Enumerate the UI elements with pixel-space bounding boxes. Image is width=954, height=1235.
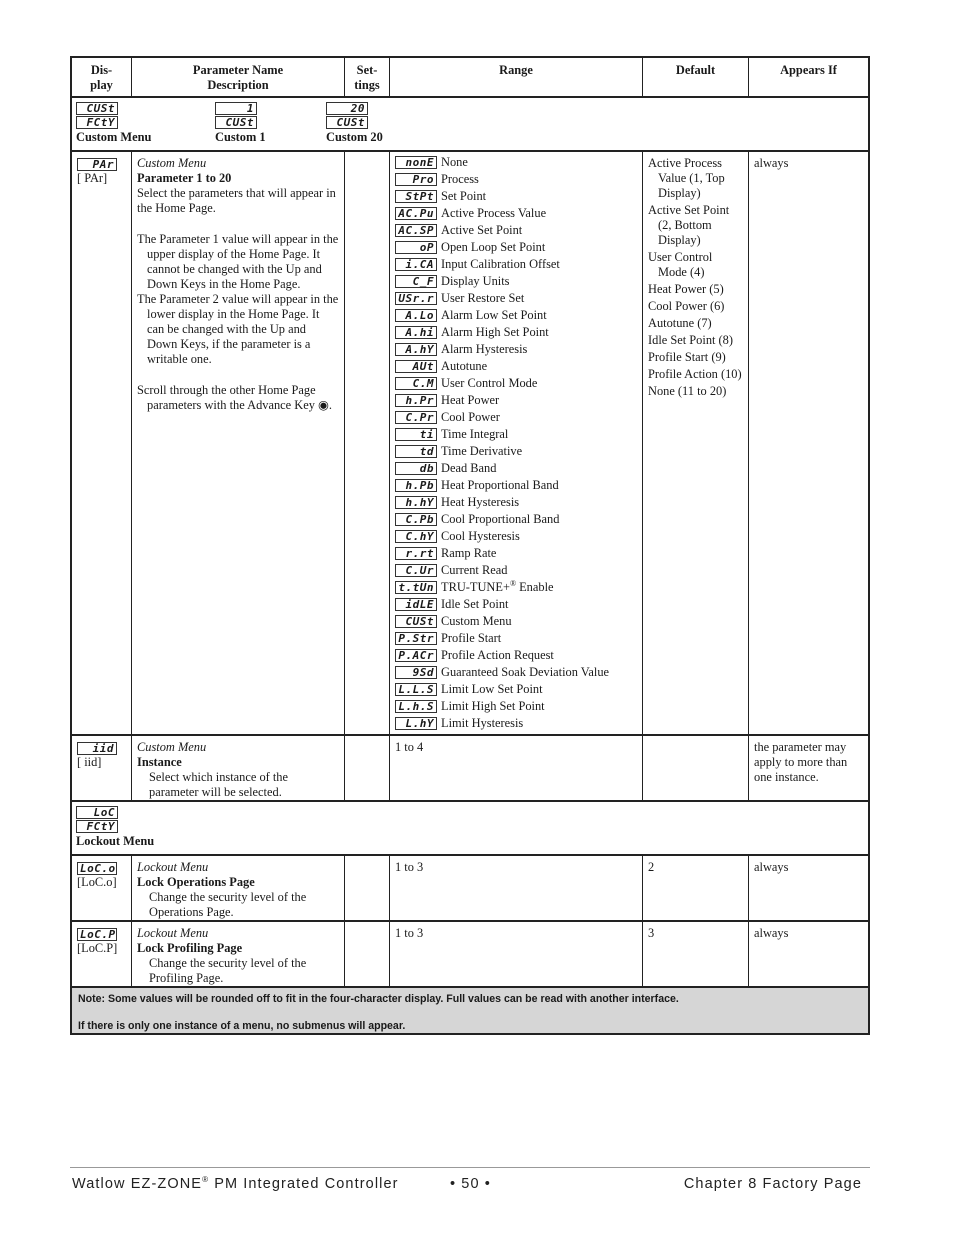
parameter-row-par [72, 152, 868, 736]
parameter-name: Instance [137, 755, 182, 769]
header-display: Dis- play [72, 58, 132, 96]
range-label: Cool Power [441, 410, 500, 424]
appears-if: always [754, 926, 789, 940]
default-item: None (11 to 20) [648, 384, 727, 398]
lcd-display: CUSt [326, 116, 368, 129]
lcd-display: td [395, 445, 437, 458]
range-label: Idle Set Point [441, 597, 509, 611]
range-option [395, 511, 637, 528]
lcd-display: CUSt [76, 102, 118, 115]
range-option [395, 426, 637, 443]
range-label: None [441, 155, 468, 169]
range-label: Active Process Value [441, 206, 547, 220]
header-appears-if: Appears If [780, 63, 837, 77]
lcd-display: 9Sd [395, 666, 437, 679]
advance-key-icon: ◉ [318, 398, 329, 412]
range-option [395, 443, 637, 460]
range-value: 1 to 4 [390, 736, 643, 800]
lcd-display: P.Str [395, 632, 437, 645]
lcd-display: LoC.P [77, 928, 117, 941]
custom-20-group [326, 102, 383, 144]
range-label: Open Loop Set Point [441, 240, 546, 254]
range-option [395, 188, 637, 205]
lcd-display: A.hY [395, 343, 437, 356]
note-line: Note: Some values will be rounded off to fit in the four-character display. Full values can be read with another interface. [78, 993, 679, 1005]
range-option [395, 477, 637, 494]
lcd-display: idLE [395, 598, 437, 611]
range-option [395, 664, 637, 681]
lcd-display: Pro [395, 173, 437, 186]
lockout-menu-heading [72, 802, 868, 856]
range-option [395, 307, 637, 324]
range-option [395, 528, 637, 545]
lcd-display: C.Pr [395, 411, 437, 424]
note [72, 988, 868, 1033]
range-option [395, 494, 637, 511]
lcd-display: oP [395, 241, 437, 254]
lcd-display: db [395, 462, 437, 475]
appears-if: always [754, 156, 789, 170]
lcd-display: CUSt [395, 615, 437, 628]
range-label: Cool Proportional Band [441, 512, 560, 526]
header-default: Default [643, 58, 749, 96]
range-value: 1 to 3 [390, 856, 643, 920]
lcd-display: h.hY [395, 496, 437, 509]
range-option [395, 647, 637, 664]
range-label: Time Derivative [441, 444, 523, 458]
range-label: User Control Mode [441, 376, 538, 390]
lcd-display: C_F [395, 275, 437, 288]
range-label: Limit Hysteresis [441, 716, 524, 730]
range-option [395, 273, 637, 290]
lcd-display: h.Pb [395, 479, 437, 492]
lcd-display: t.tUn [395, 581, 437, 594]
range-label: Input Calibration Offset [441, 257, 560, 271]
range-option [395, 630, 637, 647]
lcd-display: C.Pb [395, 513, 437, 526]
parameter-code: [ iid] [77, 755, 102, 769]
parameter-row-iid [72, 736, 868, 802]
range-option [395, 715, 637, 732]
lcd-display: C.M [395, 377, 437, 390]
menu-caption: Custom 1 [215, 130, 266, 144]
lcd-display: AC.SP [395, 224, 437, 237]
lcd-display: L.hY [395, 717, 437, 730]
footer-divider [70, 1167, 870, 1168]
lcd-display: LoC.o [77, 862, 117, 875]
range-option [395, 579, 637, 596]
lockout-menu-group [76, 806, 154, 848]
range-option [395, 239, 637, 256]
range-label: Active Set Point [441, 223, 523, 237]
range-option [395, 290, 637, 307]
lcd-display: L.h.S [395, 700, 437, 713]
range-label: Display Units [441, 274, 510, 288]
parameter-code: [ PAr] [77, 171, 108, 185]
range-option [395, 545, 637, 562]
range-option [395, 222, 637, 239]
range-label: User Restore Set [441, 291, 525, 305]
menu-name: Custom Menu [137, 156, 207, 170]
default-item: Profile Start (9) [648, 350, 726, 364]
default-item: Heat Power (5) [648, 282, 724, 296]
default-list [643, 152, 749, 734]
appears-if: always [754, 860, 789, 874]
menu-caption: Lockout Menu [76, 834, 155, 848]
lcd-display: C.hY [395, 530, 437, 543]
parameter-table [70, 56, 870, 1035]
menu-name: Custom Menu [137, 740, 207, 754]
lcd-display: i.CA [395, 258, 437, 271]
range-label: Time Integral [441, 427, 509, 441]
lcd-display: 1 [215, 102, 257, 115]
range-option [395, 205, 637, 222]
description: The Parameter 2 value will appear in the lower display in the Home Page. It can be changed with the Up and Down Keys, if the parameter is a writable one. [137, 292, 339, 366]
range-label: Heat Power [441, 393, 500, 407]
lcd-display: FCtY [76, 116, 118, 129]
description: Change the security level of the Operations Page. [149, 890, 307, 919]
default-item: Active Process Value (1, Top Display) [648, 156, 725, 200]
default-value: 2 [643, 856, 749, 920]
description: Select the parameters that will appear in the Home Page. [137, 186, 336, 215]
range-label: Current Read [441, 563, 508, 577]
default-value [643, 736, 749, 800]
range-option [395, 341, 637, 358]
range-option [395, 256, 637, 273]
range-label: Profile Start [441, 631, 502, 645]
lcd-display: r.rt [395, 547, 437, 560]
default-item: Profile Action (10) [648, 367, 742, 381]
description: Change the security level of the Profiling Page. [149, 956, 307, 985]
parameter-code: [LoC.o] [77, 875, 117, 889]
range-option [395, 562, 637, 579]
range-label: Dead Band [441, 461, 497, 475]
note-row [72, 988, 868, 1033]
parameter-name: Lock Operations Page [137, 875, 255, 889]
custom-1-group [215, 102, 266, 144]
range-label: Limit Low Set Point [441, 682, 543, 696]
range-label: Ramp Rate [441, 546, 497, 560]
menu-name: Lockout Menu [137, 926, 209, 940]
range-label: Limit High Set Point [441, 699, 545, 713]
page-number: • 50 • [450, 1176, 491, 1192]
default-item: Cool Power (6) [648, 299, 725, 313]
appears-if: the parameter may apply to more than one instance. [754, 740, 848, 784]
range-option [395, 698, 637, 715]
lcd-display: USr.r [395, 292, 437, 305]
range-option [395, 392, 637, 409]
lcd-display: nonE [395, 156, 437, 169]
range-label: Set Point [441, 189, 487, 203]
range-option [395, 681, 637, 698]
range-option [395, 375, 637, 392]
lcd-display: L.L.S [395, 683, 437, 696]
default-item: Active Set Point (2, Bottom Display) [648, 203, 730, 247]
default-item: User Control Mode (4) [648, 250, 713, 279]
range-label: Alarm High Set Point [441, 325, 549, 339]
default-value: 3 [643, 922, 749, 986]
range-label: Custom Menu [441, 614, 512, 628]
note-line: If there is only one instance of a menu, no submenus will appear. [78, 1020, 406, 1032]
lcd-display: 20 [326, 102, 368, 115]
lcd-display: P.ACr [395, 649, 437, 662]
range-label: Process [441, 172, 479, 186]
range-label: Alarm Hysteresis [441, 342, 528, 356]
lcd-display: PAr [77, 158, 117, 171]
lcd-display: C.Ur [395, 564, 437, 577]
menu-caption: Custom Menu [76, 130, 152, 144]
header-parameter: Parameter Name Description [132, 58, 345, 96]
range-label: Heat Proportional Band [441, 478, 559, 492]
range-label: Heat Hysteresis [441, 495, 520, 509]
range-option [395, 596, 637, 613]
lcd-display: A.Lo [395, 309, 437, 322]
range-option [395, 324, 637, 341]
parameter-code: [LoC.P] [77, 941, 118, 955]
range-option [395, 171, 637, 188]
footer-title: Watlow EZ-ZONE® PM Integrated Controller [72, 1175, 399, 1192]
description: Scroll through the other Home Page parameters with the Advance Key ◉. [137, 383, 332, 412]
default-item: Autotune (7) [648, 316, 712, 330]
range-option [395, 460, 637, 477]
parameter-row-locp [72, 922, 868, 988]
description: Select which instance of the parameter will be selected. [149, 770, 289, 799]
header-settings: Set- tings [345, 58, 390, 96]
lcd-display: CUSt [215, 116, 257, 129]
lcd-display: AUt [395, 360, 437, 373]
menu-caption: Custom 20 [326, 130, 383, 144]
lcd-display: ti [395, 428, 437, 441]
lcd-display: AC.Pu [395, 207, 437, 220]
custom-menu-group [76, 102, 151, 144]
lcd-display: A.hi [395, 326, 437, 339]
range-label: TRU-TUNE+® Enable [441, 578, 554, 594]
range-label: Profile Action Request [441, 648, 554, 662]
parameter-name: Lock Profiling Page [137, 941, 243, 955]
default-item: Idle Set Point (8) [648, 333, 734, 347]
range-list [390, 152, 643, 734]
range-label: Autotune [441, 359, 488, 373]
parameter-name: Parameter 1 to 20 [137, 171, 232, 185]
lcd-display: h.Pr [395, 394, 437, 407]
range-option [395, 358, 637, 375]
footer-chapter: Chapter 8 Factory Page [683, 1176, 862, 1192]
lcd-display: FCtY [76, 820, 118, 833]
range-option [395, 409, 637, 426]
custom-menu-heading [72, 98, 868, 152]
range-value: 1 to 3 [390, 922, 643, 986]
table-header [72, 58, 868, 98]
range-option [395, 154, 637, 171]
range-option [395, 613, 637, 630]
menu-name: Lockout Menu [137, 860, 209, 874]
range-label: Guaranteed Soak Deviation Value [441, 665, 610, 679]
description: The Parameter 1 value will appear in the upper display of the Home Page. It cannot be changed with the Up and Down Keys in the Home Page. [137, 232, 339, 291]
lcd-display: StPt [395, 190, 437, 203]
range-label: Alarm Low Set Point [441, 308, 547, 322]
parameter-row-loco [72, 856, 868, 922]
header-range: Range [390, 58, 643, 96]
range-label: Cool Hysteresis [441, 529, 520, 543]
lcd-display: LoC [76, 806, 118, 819]
lcd-display: iid [77, 742, 117, 755]
